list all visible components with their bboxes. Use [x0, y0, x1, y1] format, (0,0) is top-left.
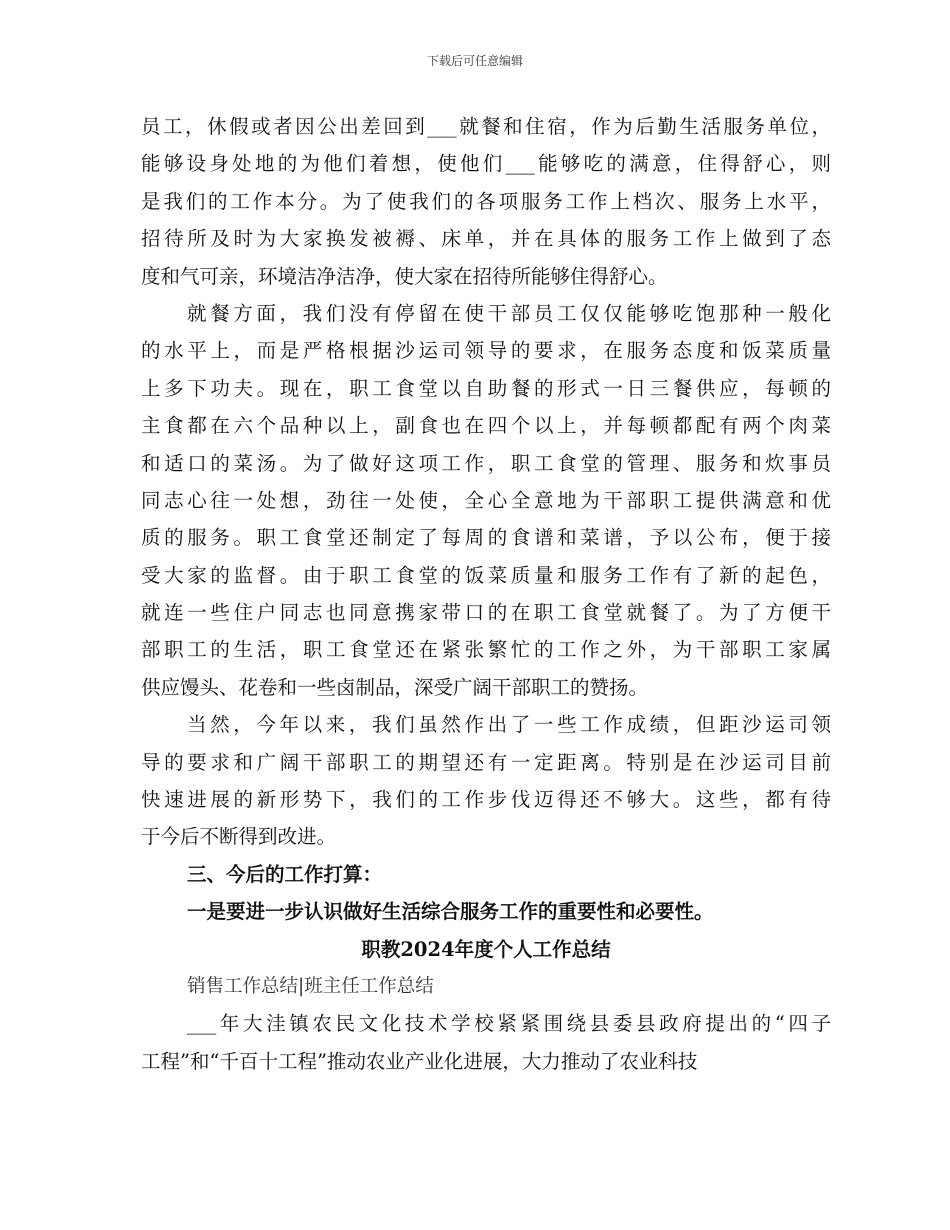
text-line: 就连一些住户同志也同意携家带口的在职工食堂就餐了。为了方便干: [141, 601, 831, 625]
paragraph: [141, 108, 831, 295]
text-line: 就餐方面，我们没有停留在使干部员工仅仅能够吃饱那种一般化: [187, 301, 831, 325]
page-header: 下载后可任意编辑: [426, 54, 523, 68]
point-heading: 一是要进一步认识做好生活综合服务工作的重要性和必要性。: [187, 900, 714, 924]
paragraph: [141, 706, 831, 856]
text-line: 招待所及时为大家换发被褥、床单，并在具体的服务工作上做到了态: [141, 227, 831, 251]
text-line: 能够设身处地的为他们着想，使他们___能够吃的满意，住得舒心，则: [141, 152, 831, 176]
text-line: 和适口的菜汤。为了做好这项工作，职工食堂的管理、服务和炊事员: [141, 451, 831, 475]
paragraph: [141, 1005, 831, 1080]
text-line: 供应馒头、花卷和一些卤制品，深受广阔干部职工的赞扬。: [141, 675, 649, 699]
text-line: 同志心往一处想，劲往一处使，全心全意地为干部职工提供满意和优: [141, 488, 831, 512]
document-title: 职教2024年度个人工作总结: [361, 937, 611, 961]
text-line: 度和气可亲，环境洁净洁净，使大家在招待所能够住得舒心。: [141, 264, 668, 288]
text-line: 导的要求和广阔干部职工的期望还有一定距离。特别是在沙运司目前: [141, 750, 831, 774]
text-line: 快速进展的新形势下，我们的工作步伐迈得还不够大。这些，都有待: [141, 788, 831, 812]
text-line: ___年大洼镇农民文化技术学校紧紧围绕县委县政府提出的“四子: [187, 1012, 831, 1036]
text-line: 员工，休假或者因公出差回到___就餐和住宿，作为后勤生活服务单位，: [141, 115, 831, 138]
text-line: 上多下功夫。现在，职工食堂以自助餐的形式一日三餐供应，每顿的: [141, 376, 831, 400]
text-line: 当然，今年以来，我们虽然作出了一些工作成绩，但距沙运司领: [187, 713, 831, 737]
text-line: 部职工的生活，职工食堂还在紧张繁忙的工作之外，为干部职工家属: [141, 638, 831, 662]
text-line: 受大家的监督。由于职工食堂的饭菜质量和服务工作有了新的起色，: [141, 563, 831, 587]
text-line: 是我们的工作本分。为了使我们的各项服务工作上档次、服务上水平，: [141, 189, 831, 213]
text-line: 的水平上，而是严格根据沙运司领导的要求，在服务态度和饭菜质量: [141, 339, 831, 363]
document-body: [141, 108, 831, 1080]
section-heading: 三、今后的工作打算：: [187, 862, 383, 886]
related-links[interactable]: 销售工作总结|班主任工作总结: [187, 975, 434, 997]
paragraph: [141, 295, 831, 706]
text-line: 工程”和“千百十工程”推动农业产业化进展，大力推动了农业科技: [141, 1049, 698, 1073]
text-line: 主食都在六个品种以上，副食也在四个以上，并每顿都配有两个肉菜: [141, 414, 831, 438]
text-line: 于今后不断得到改进。: [141, 825, 337, 849]
text-line: 质的服务。职工食堂还制定了每周的食谱和菜谱，予以公布，便于接: [141, 526, 831, 550]
